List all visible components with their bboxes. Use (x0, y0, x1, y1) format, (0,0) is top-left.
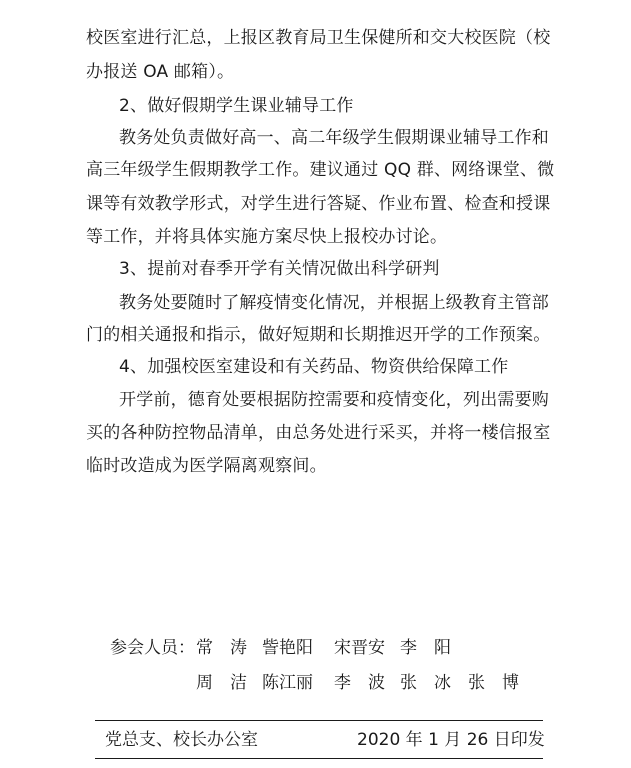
body-line: 高三年级学生假期教学工作。建议通过 QQ 群、网络课堂、微 (86, 160, 555, 180)
body-line: 门的相关通报和指示，做好短期和长期推迟开学的工作预案。 (86, 325, 551, 345)
section-heading-2: 2、做好假期学生课业辅导工作 (119, 96, 354, 116)
attendee-name: 周 洁 (196, 673, 247, 693)
attendee-name: 常 涛 (196, 638, 247, 658)
attendee-name: 宋晋安 (334, 638, 385, 658)
attendee-name: 訾艳阳 (262, 638, 313, 658)
body-line: 教务处要随时了解疫情变化情况，并根据上级教育主管部 (119, 293, 549, 313)
body-line: 教务处负责做好高一、高二年级学生假期课业辅导工作和 (119, 128, 549, 148)
attendee-name: 李 阳 (400, 638, 451, 658)
body-line: 办报送 OA 邮箱）。 (86, 62, 235, 82)
body-line: 买的各种防控物品清单，由总务处进行采买，并将一楼信报室 (86, 423, 551, 443)
body-line: 等工作，并将具体实施方案尽快上报校办讨论。 (86, 227, 448, 247)
body-line: 临时改造成为医学隔离观察间。 (86, 456, 327, 476)
footer-date: 2020 年 1 月 26 日印发 (357, 730, 545, 750)
body-line: 校医室进行汇总，上报区教育局卫生保健所和交大校医院（校 (86, 28, 551, 48)
attendee-name: 陈江丽 (262, 673, 313, 693)
attendee-name: 张 博 (468, 673, 519, 693)
footer-top-rule (95, 720, 543, 721)
body-line: 开学前，德育处要根据防控需要和疫情变化，列出需要购 (119, 390, 549, 410)
body-line: 课等有效教学形式，对学生进行答疑、作业布置、检查和授课 (86, 194, 551, 214)
attendee-name: 李 波 (334, 673, 385, 693)
section-heading-4: 4、加强校医室建设和有关药品、物资供给保障工作 (119, 357, 509, 377)
attendees-label: 参会人员： (110, 638, 195, 658)
attendee-name: 张 冰 (400, 673, 451, 693)
footer-issuer: 党总支、校长办公室 (105, 730, 258, 750)
footer-bottom-rule (95, 758, 543, 759)
section-heading-3: 3、提前对春季开学有关情况做出科学研判 (119, 259, 440, 279)
